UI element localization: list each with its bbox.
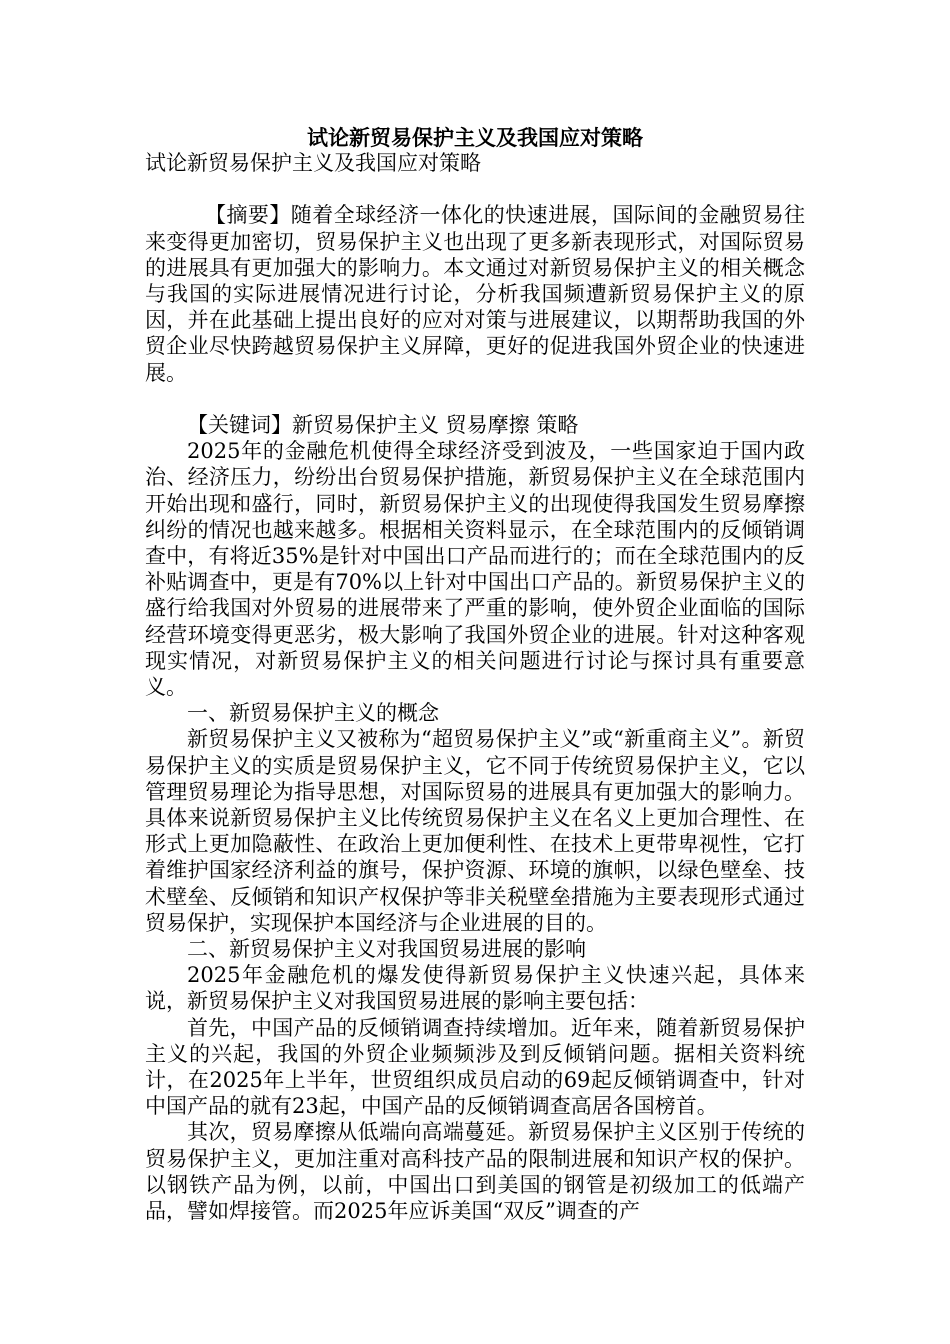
- section-2-paragraph-2: 首先，中国产品的反倾销调查持续增加。近年来，随着新贸易保护主义的兴起，我国的外贸企业频频涉及到反倾销问题。据相关资料统计，在2025年上半年，世贸组织成员启动的69起反倾销调查中，针对中国产品的就有23起，中国产品的反倾销调查高居各国榜首。: [145, 1015, 805, 1119]
- section-heading-2: 二、新贸易保护主义对我国贸易进展的影响: [187, 937, 586, 962]
- document-subtitle: 试论新贸易保护主义及我国应对策略: [145, 151, 481, 175]
- blank-line: [145, 176, 805, 202]
- section-2-paragraph-3: 其次，贸易摩擦从低端向高端蔓延。新贸易保护主义区别于传统的贸易保护主义，更加注重对高科技产品的限制进展和知识产权的保护。以钢铁产品为例，以前，中国出口到美国的钢管是初级加工的低端产品，譬如焊接管。而2025年应诉美国“双反”调查的产: [145, 1120, 805, 1224]
- blank-line: [145, 386, 805, 412]
- section-heading-1: 一、新贸易保护主义的概念: [187, 701, 439, 726]
- keywords-paragraph: 【关键词】新贸易保护主义 贸易摩擦 策略: [187, 413, 579, 437]
- intro-paragraph: 2025年的金融危机使得全球经济受到波及，一些国家迫于国内政治、经济压力，纷纷出台贸易保护措施，新贸易保护主义在全球范围内开始出现和盛行，同时，新贸易保护主义的出现使得我国发生贸易摩擦纠纷的情况也越来越多。根据相关资料显示，在全球范围内的反倾销调查中，有将近35%是针对中国出口产品而进行的；而在全球范围内的反补贴调查中，更是有70%以上针对中国出口产品的。新贸易保护主义的盛行给我国对外贸易的进展带来了严重的影响，使外贸企业面临的国际经营环境变得更恶劣，极大影响了我国外贸企业的进展。针对这种客观现实情况，对新贸易保护主义的相关问题进行讨论与探讨具有重要意义。: [145, 439, 805, 700]
- section-1-paragraph: 新贸易保护主义又被称为“超贸易保护主义”或“新重商主义”。新贸易保护主义的实质是贸易保护主义，它不同于传统贸易保护主义，它以管理贸易理论为指导思想，对国际贸易的进展具有更加强大的影响力。具体来说新贸易保护主义比传统贸易保护主义在名义上更加合理性、在形式上更加隐蔽性、在政治上更加便利性、在技术上更带卑视性，它打着维护国家经济利益的旗号，保护资源、环境的旗帜，以绿色壁垒、技术壁垒、反倾销和知识产权保护等非关税壁垒措施为主要表现形式通过贸易保护，实现保护本国经济与企业进展的目的。: [145, 727, 805, 935]
- document-body: [145, 150, 805, 1224]
- document-title: 试论新贸易保护主义及我国应对策略: [307, 126, 643, 150]
- abstract-paragraph: 【摘要】随着全球经济一体化的快速进展，国际间的金融贸易往来变得更加密切，贸易保护主义也出现了更多新表现形式，对国际贸易的进展具有更加强大的影响力。本文通过对新贸易保护主义的相关概念与我国的实际进展情况进行讨论，分析我国频遭新贸易保护主义的原因，并在此基础上提出良好的应对对策与进展建议，以期帮助我国的外贸企业尽快跨越贸易保护主义屏障，更好的促进我国外贸企业的快速进展。: [145, 203, 805, 385]
- section-2-paragraph-1: 2025年金融危机的爆发使得新贸易保护主义快速兴起，具体来说，新贸易保护主义对我国贸易进展的影响主要包括：: [145, 963, 805, 1014]
